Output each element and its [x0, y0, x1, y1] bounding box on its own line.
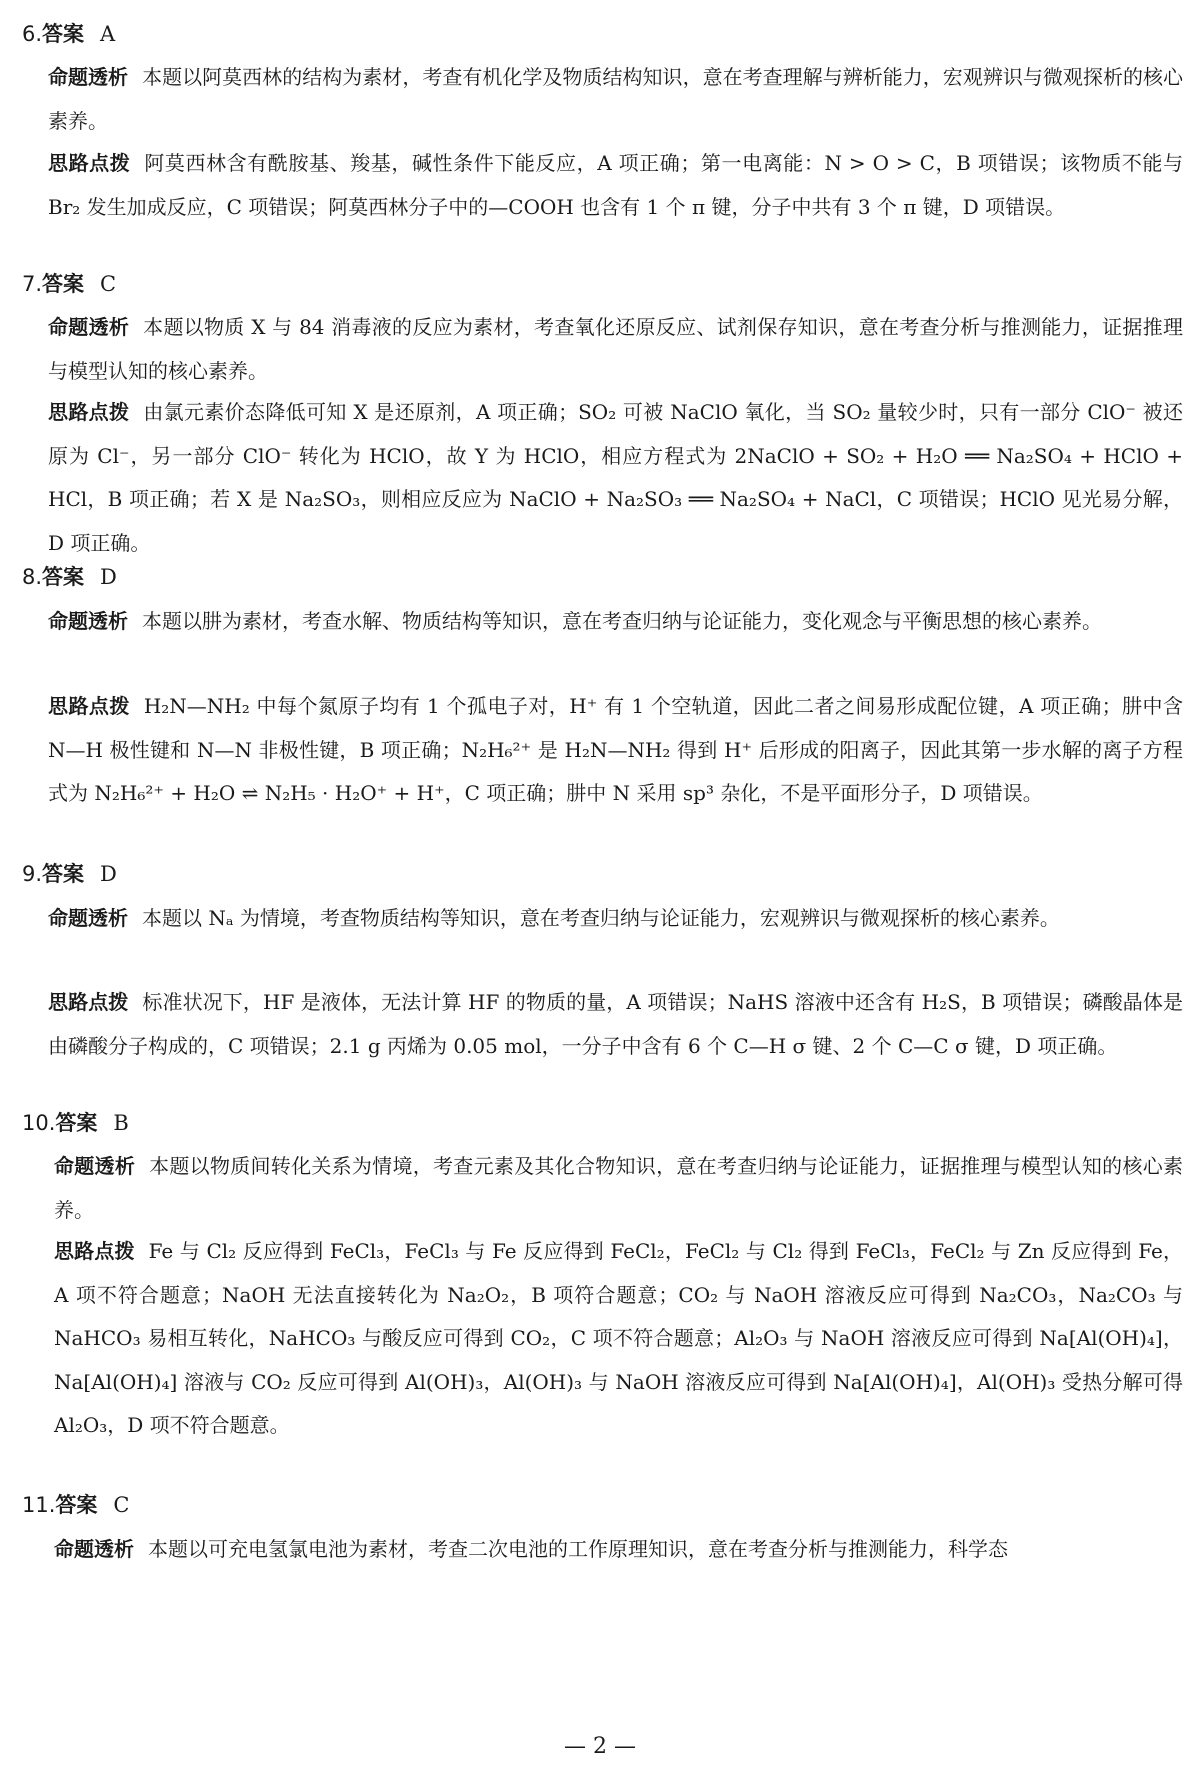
answer-line — [22, 267, 116, 301]
answer-line — [22, 17, 115, 51]
hint-label: 思路点拨 — [54, 1239, 135, 1263]
hint-text: 由氯元素价态降低可知 X 是还原剂，A 项正确；SO₂ 可被 NaClO 氧化，当 SO₂ 量较少时，只有一部分 ClO⁻ 被还原为 Cl⁻，另一部分 ClO⁻ 转化为 HClO，故 Y 为 HClO，相应方程式为 2NaClO + SO₂ + H₂O ══ Na₂SO₄ + HClO + HCl，B 项正确；若 X 是 Na₂SO₃，则相应反应为 NaClO + Na₂SO₃ ══ Na₂SO₄ + NaCl，C 项错误；HClO 见光易分解，D 项正确。 — [48, 400, 1183, 555]
intent-label: 命题透析 — [48, 65, 129, 89]
answer-value: B — [113, 1111, 129, 1135]
answer-label: 答案 — [42, 862, 85, 886]
hint-paragraph — [48, 391, 1183, 565]
intent-label: 命题透析 — [54, 1537, 134, 1561]
answer-line — [22, 857, 117, 891]
hint-text: 标准状况下，HF 是液体，无法计算 HF 的物质的量，A 项错误；NaHS 溶液中还含有 H₂S，B 项错误；磷酸晶体是由磷酸分子构成的，C 项错误；2.1 g 丙烯为 0.05 mol，一分子中含有 6 个 C—H σ 键、2 个 C—C σ 键，D 项正确。 — [48, 990, 1183, 1058]
answer-label: 答案 — [55, 1111, 98, 1135]
answer-line — [22, 1488, 129, 1522]
answer-label: 答案 — [55, 1493, 98, 1517]
intent-label: 命题透析 — [48, 315, 130, 339]
question-number: 7. — [22, 272, 43, 296]
hint-label: 思路点拨 — [48, 400, 130, 424]
page-number: — 2 — — [564, 1734, 636, 1759]
answer-label: 答案 — [42, 565, 85, 589]
intent-paragraph — [48, 600, 1183, 644]
intent-label: 命题透析 — [48, 906, 128, 930]
answer-value: D — [100, 565, 117, 589]
hint-paragraph — [54, 1230, 1183, 1448]
hint-label: 思路点拨 — [48, 990, 129, 1014]
intent-paragraph — [48, 306, 1183, 393]
answer-value: A — [100, 22, 116, 46]
intent-paragraph — [48, 56, 1183, 143]
intent-label: 命题透析 — [54, 1154, 136, 1178]
intent-text: 本题以物质间转化关系为情境，考查元素及其化合物知识，意在考查归纳与论证能力，证据推理与模型认知的核心素养。 — [54, 1154, 1184, 1222]
answer-value: C — [113, 1493, 130, 1517]
intent-label: 命题透析 — [48, 609, 128, 633]
intent-paragraph — [54, 1145, 1183, 1232]
hint-label: 思路点拨 — [48, 151, 131, 175]
intent-paragraph — [48, 897, 1183, 941]
answer-label: 答案 — [42, 272, 85, 296]
question-number: 9. — [22, 862, 43, 886]
intent-text: 本题以 Nₐ 为情境，考查物质结构等知识，意在考查归纳与论证能力，宏观辨识与微观探析的核心素养。 — [142, 906, 1060, 930]
answer-line — [22, 1106, 129, 1140]
question-number: 6. — [22, 22, 43, 46]
question-number: 8. — [22, 565, 43, 589]
intent-text: 本题以物质 X 与 84 消毒液的反应为素材，考查氧化还原反应、试剂保存知识，意在考查分析与推测能力，证据推理与模型认知的核心素养。 — [48, 315, 1183, 383]
question-number: 11. — [22, 1493, 56, 1517]
hint-label: 思路点拨 — [48, 694, 130, 718]
intent-text: 本题以阿莫西林的结构为素材，考查有机化学及物质结构知识，意在考查理解与辨析能力，宏观辨识与微观探析的核心素养。 — [48, 65, 1184, 133]
answer-label: 答案 — [42, 22, 85, 46]
intent-text: 本题以可充电氢氯电池为素材，考查二次电池的工作原理知识，意在考查分析与推测能力，科学态 — [148, 1537, 1008, 1561]
hint-paragraph — [48, 685, 1183, 816]
answer-value: D — [100, 862, 117, 886]
hint-paragraph — [48, 981, 1183, 1068]
intent-text: 本题以肼为素材，考查水解、物质结构等知识，意在考查归纳与论证能力，变化观念与平衡思想的核心素养。 — [142, 609, 1102, 633]
answer-value: C — [100, 272, 117, 296]
intent-paragraph — [54, 1528, 1183, 1572]
question-number: 10. — [22, 1111, 56, 1135]
hint-text: Fe 与 Cl₂ 反应得到 FeCl₃，FeCl₃ 与 Fe 反应得到 FeCl₂，FeCl₂ 与 Cl₂ 得到 FeCl₃，FeCl₂ 与 Zn 反应得到 Fe，A 项不符合题意；NaOH 无法直接转化为 Na₂O₂，B 项符合题意；CO₂ 与 NaOH 溶液反应可得到 Na₂CO₃，Na₂CO₃ 与 NaHCO₃ 易相互转化，NaHCO₃ 与酸反应可得到 CO₂，C 项不符合题意；Al₂O₃ 与 NaOH 溶液反应可得到 Na[Al(OH)₄]，Na[Al(OH)₄] 溶液与 CO₂ 反应可得到 Al(OH)₃，Al(OH)₃ 与 NaOH 溶液反应可得到 Na[Al(OH)₄]，Al(OH)₃ 受热分解可得 Al₂O₃，D 项不符合题意。 — [54, 1239, 1183, 1437]
answer-line — [22, 560, 117, 594]
hint-text: 阿莫西林含有酰胺基、羧基，碱性条件下能反应，A 项正确；第一电离能：N > O > C，B 项错误；该物质不能与 Br₂ 发生加成反应，C 项错误；阿莫西林分子中的—COOH 也含有 1 个 π 键，分子中共有 3 个 π 键，D 项错误。 — [48, 151, 1184, 219]
hint-text: H₂N—NH₂ 中每个氮原子均有 1 个孤电子对，H⁺ 有 1 个空轨道，因此二者之间易形成配位键，A 项正确；肼中含 N—H 极性键和 N—N 非极性键，B 项正确；N₂H₆²⁺ 是 H₂N—NH₂ 得到 H⁺ 后形成的阳离子，因此其第一步水解的离子方程式为 N₂H₆²⁺ + H₂O ⇌ N₂H₅ · H₂O⁺ + H⁺，C 项正确；肼中 N 采用 sp³ 杂化，不是平面形分子，D 项错误。 — [48, 694, 1184, 805]
hint-paragraph — [48, 142, 1183, 229]
